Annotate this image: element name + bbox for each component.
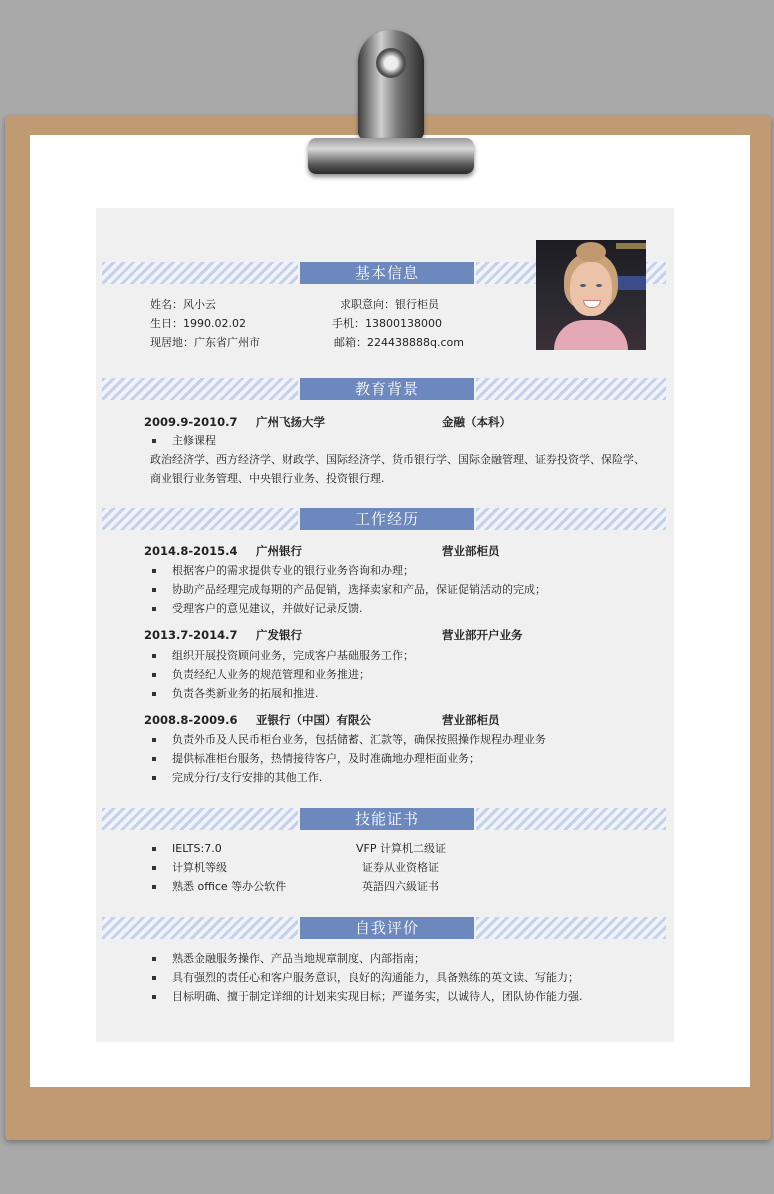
phone-field: 手机：13800138000: [332, 317, 442, 330]
email-field: 邮箱：224438888q.com: [334, 336, 464, 349]
certificate-item: 证券从业资格证: [362, 861, 439, 874]
self-eval-item: 熟悉金融服务操作、产品当地规章制度、内部指南；: [172, 952, 425, 965]
clip-hole: [376, 48, 406, 78]
stripe-decoration: [476, 508, 666, 530]
job-period: 2014.8-2015.4: [144, 544, 238, 558]
job-duty: 负责外币及人民币柜台业务，包括储蓄、汇款等，确保按照操作规程办理业务: [172, 733, 546, 746]
birth-field: 生日：1990.02.02: [150, 317, 246, 330]
job-period: 2013.7-2014.7: [144, 628, 238, 642]
bullet-icon: [152, 757, 156, 761]
section-skills: [102, 808, 666, 830]
courses-line: 政治经济学、西方经济学、财政学、国际经济学、货币银行学、国际金融管理、证券投资学、保险学、: [150, 453, 645, 466]
stripe-decoration: [476, 378, 666, 400]
stripe-decoration: [102, 917, 298, 939]
section-work: [102, 508, 666, 530]
job-duty: 受理客户的意见建议，并做好记录反馈.: [172, 602, 363, 615]
edu-major: 金融（本科）: [442, 415, 511, 429]
residence-field: 现居地：广东省广州市: [150, 336, 260, 349]
bullet-icon: [152, 692, 156, 696]
bullet-icon: [152, 957, 156, 961]
job-position: 营业部柜员: [442, 713, 500, 727]
section-title: 自我评价: [300, 917, 474, 939]
job-position: 营业部开户业务: [442, 628, 523, 642]
skill-item: IELTS:7.0: [172, 842, 222, 855]
section-title: 技能证书: [300, 808, 474, 830]
courses-line: 商业银行业务管理、中央银行业务、投资银行理.: [150, 472, 385, 485]
stripe-decoration: [476, 808, 666, 830]
section-title: 工作经历: [300, 508, 474, 530]
bullet-icon: [152, 847, 156, 851]
section-self-evaluation: [102, 917, 666, 939]
bullet-icon: [152, 654, 156, 658]
job-duty: 负责经纪人业务的规范管理和业务推进；: [172, 668, 370, 681]
bullet-icon: [152, 607, 156, 611]
bullet-icon: [152, 995, 156, 999]
job-period: 2008.8-2009.6: [144, 713, 238, 727]
course-label: 主修课程: [172, 434, 216, 447]
stripe-decoration: [102, 808, 298, 830]
bullet-icon: [152, 976, 156, 980]
profile-photo: [536, 240, 646, 350]
binder-clip-icon: [358, 30, 424, 140]
bullet-icon: [152, 866, 156, 870]
edu-period: 2009.9-2010.7: [144, 415, 238, 429]
stripe-decoration: [102, 378, 298, 400]
certificate-item: 英語四六級证书: [362, 880, 439, 893]
bullet-icon: [152, 738, 156, 742]
section-title: 教育背景: [300, 378, 474, 400]
stripe-decoration: [102, 262, 298, 284]
self-eval-item: 具有强烈的责任心和客户服务意识，良好的沟通能力，具备熟练的英文读、写能力；: [172, 971, 579, 984]
job-company: 亚银行（中国）有限公: [256, 713, 371, 727]
skill-item: 熟悉 office 等办公软件: [172, 880, 287, 893]
certificate-item: VFP 计算机二级证: [356, 842, 446, 855]
name-field: 姓名：风小云: [150, 298, 216, 311]
job-duty: 组织开展投资顾问业务，完成客户基础服务工作；: [172, 649, 414, 662]
skill-item: 计算机等级: [172, 861, 227, 874]
bullet-icon: [152, 885, 156, 889]
binder-clip-base: [308, 138, 474, 174]
resume: [96, 208, 674, 1042]
edu-school: 广州飞扬大学: [256, 415, 325, 429]
job-position: 营业部柜员: [442, 544, 500, 558]
job-duty: 负责各类新业务的拓展和推进.: [172, 687, 319, 700]
job-company: 广发银行: [256, 628, 302, 642]
bullet-icon: [152, 588, 156, 592]
job-duty: 完成分行/支行安排的其他工作.: [172, 771, 323, 784]
bullet-icon: [152, 776, 156, 780]
job-duty: 根据客户的需求提供专业的银行业务咨询和办理；: [172, 564, 414, 577]
stripe-decoration: [476, 917, 666, 939]
intention-field: 求职意向：银行柜员: [340, 298, 439, 311]
job-duty: 协助产品经理完成每期的产品促销，选择卖家和产品，保证促销活动的完成；: [172, 583, 546, 596]
stripe-decoration: [102, 508, 298, 530]
self-eval-item: 目标明确、擅于制定详细的计划来实现目标；严谨务实，以诚待人，团队协作能力强.: [172, 990, 583, 1003]
bullet-icon: [152, 673, 156, 677]
job-duty: 提供标准柜台服务，热情接待客户，及时准确地办理柜面业务；: [172, 752, 480, 765]
job-company: 广州银行: [256, 544, 302, 558]
section-title: 基本信息: [300, 262, 474, 284]
bullet-icon: [152, 569, 156, 573]
bullet-icon: [152, 439, 156, 443]
section-education: [102, 378, 666, 400]
